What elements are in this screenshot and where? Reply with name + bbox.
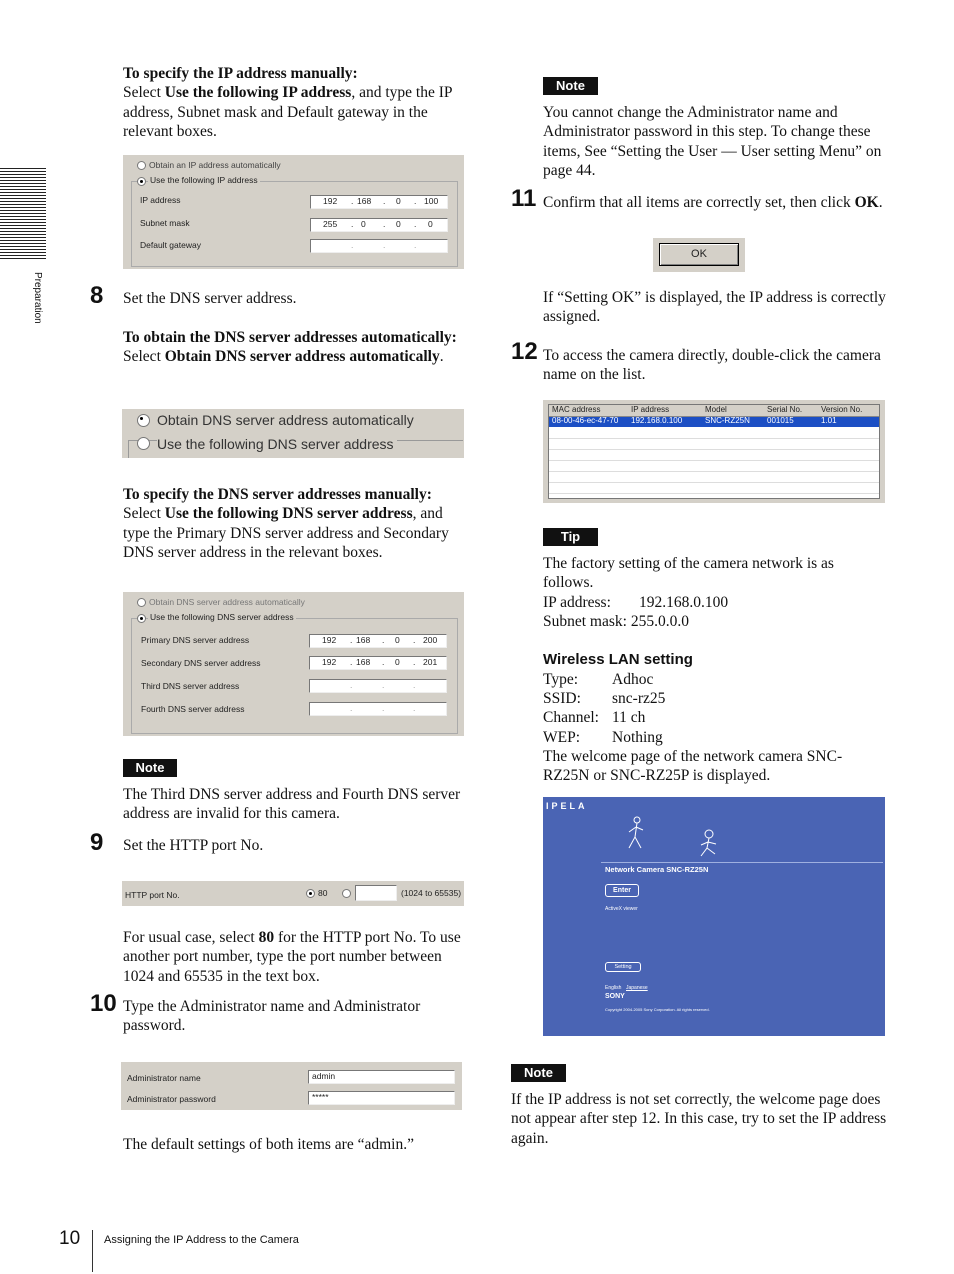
footer-title: Assigning the IP Address to the Camera: [104, 1234, 299, 1246]
note-text-right: You cannot change the Administrator name and Administrator password in this step. To change these items, See “Setting the User — User setting Menu” on page 44.: [543, 104, 882, 180]
tip-ip-value: 192.168.0.100: [639, 594, 729, 611]
dns-auto-text-c: .: [439, 348, 444, 366]
default-settings-text: The default settings of both items are “admin.”: [123, 1136, 414, 1153]
obtain-ip-auto-label: Obtain an IP address automatically: [149, 160, 281, 170]
http-port-80-label: 80: [318, 888, 328, 898]
setting-button[interactable]: Setting: [605, 962, 641, 972]
step-8-text: Set the DNS server address.: [123, 290, 297, 307]
step-10-number: 10: [90, 990, 117, 1017]
gateway-row-label: Default gateway: [140, 240, 201, 250]
primary-dns-input[interactable]: 192 . 168 . 0 . 200: [309, 634, 447, 648]
ip-address-input[interactable]: 192 . 168 . 0 . 100: [310, 195, 448, 209]
note-badge-right: Note: [543, 77, 598, 95]
side-tab-label: Preparation: [32, 272, 43, 324]
dns-manual-heading: To specify the DNS server addresses manually:: [123, 486, 432, 503]
admin-name-input[interactable]: admin: [308, 1070, 455, 1084]
subnet-mask-input[interactable]: 255 . 0 . 0 . 0: [310, 218, 448, 232]
figures-illustration: [623, 812, 723, 864]
dns-obtain-auto-label: Obtain DNS server address automatically: [149, 597, 305, 607]
header-serial[interactable]: Serial No.: [767, 405, 803, 414]
camera-list: [548, 404, 880, 499]
footer-divider: [92, 1230, 93, 1272]
manual-ip-section: [123, 64, 468, 142]
use-following-ip-label: Use the following IP address: [150, 175, 258, 185]
manual-ip-text-a: Select: [123, 84, 165, 102]
obtain-ip-auto-radio[interactable]: [137, 161, 146, 170]
wlan-type-value: Adhoc: [612, 671, 654, 688]
welcome-divider: [601, 862, 883, 863]
row-serial: 001015: [767, 416, 794, 425]
http-port-text: [123, 928, 468, 986]
http-text-a: For usual case, select: [123, 929, 259, 946]
sony-logo: SONY: [605, 993, 625, 1000]
header-ip[interactable]: IP address: [631, 405, 670, 414]
ip-row-label: IP address: [140, 195, 181, 205]
page-number: 10: [59, 1228, 81, 1249]
wlan-ssid-value: snc-rz25: [612, 690, 666, 707]
note-badge-bottom: Note: [511, 1064, 566, 1082]
admin-password-input[interactable]: *****: [308, 1091, 455, 1105]
fourth-dns-label: Fourth DNS server address: [141, 704, 245, 714]
admin-password-label: Administrator password: [127, 1094, 216, 1104]
ok-button-panel: [653, 238, 745, 272]
dns-manual-text-a: Select: [123, 505, 165, 523]
dns-auto-text-b: Obtain DNS server address automatically: [164, 348, 440, 366]
enter-button[interactable]: Enter: [605, 884, 639, 897]
note-badge: Note: [123, 759, 177, 777]
welcome-screen: [543, 797, 885, 1036]
http-port-range: (1024 to 65535): [401, 888, 462, 898]
wlan-heading: Wireless LAN setting: [543, 651, 693, 668]
manual-ip-text-c: , and type the IP address, Subnet mask and Default gateway in the relevant boxes.: [123, 84, 452, 141]
dns-manual-section: [123, 485, 468, 563]
ipela-logo: IPELA: [546, 801, 588, 811]
wlan-wep-key: WEP:: [543, 729, 581, 746]
dns-use-following-label: Use the following DNS server address: [150, 612, 294, 622]
http-port-80-radio[interactable]: [306, 889, 315, 898]
step-9-text: Set the HTTP port No.: [123, 837, 264, 854]
dns-manual-text-b: Use the following DNS server address: [164, 505, 413, 523]
dns-manual-radio-label: Use the following DNS server address: [157, 436, 397, 452]
table-row[interactable]: [549, 417, 879, 427]
http-port-custom-radio[interactable]: [342, 889, 351, 898]
setting-ok-text: If “Setting OK” is displayed, the IP address is correctly assigned.: [543, 289, 886, 326]
row-model: SNC-RZ25N: [705, 416, 750, 425]
secondary-dns-input[interactable]: 192 . 168 . 0 . 201: [309, 656, 447, 670]
dns-address-panel: [123, 592, 464, 736]
step-11-text-c: .: [878, 194, 883, 211]
step-12-text: To access the camera directly, double-click the camera name on the list.: [543, 347, 881, 384]
step-9-number: 9: [90, 829, 104, 856]
dns-manual-radio[interactable]: [137, 437, 150, 450]
primary-dns-label: Primary DNS server address: [141, 635, 250, 645]
ok-button[interactable]: OK: [659, 243, 739, 266]
dns-use-following-radio[interactable]: [137, 614, 146, 623]
lang-english[interactable]: English: [605, 985, 622, 991]
third-dns-input[interactable]: . . .: [309, 679, 447, 693]
welcome-title: Network Camera SNC-RZ25N: [605, 865, 709, 874]
http-port-input[interactable]: [355, 885, 397, 901]
lang-japanese[interactable]: Japanese: [626, 985, 648, 991]
step-10-text: Type the Administrator name and Administrator password.: [123, 998, 421, 1035]
tip-subnet: Subnet mask: 255.0.0.0: [543, 613, 689, 630]
tip-text: The factory setting of the camera network is as follows.: [543, 555, 834, 592]
tip-ip-label: IP address:: [543, 594, 611, 611]
http-port-label: HTTP port No.: [125, 890, 180, 900]
wlan-type-key: Type:: [543, 671, 579, 688]
subnet-row-label: Subnet mask: [140, 218, 190, 228]
wlan-ssid-key: SSID:: [543, 690, 581, 707]
step-11-text-a: Confirm that all items are correctly set, then click: [543, 194, 855, 211]
dns-auto-radio[interactable]: [137, 414, 150, 427]
dns-auto-radio-label: Obtain DNS server address automatically: [157, 412, 414, 428]
dns-auto-panel: [122, 409, 464, 458]
http-text-c: for the HTTP port No. To use another port number, type the port number between 1024 and 65535 in the text box.: [123, 929, 461, 985]
dns-auto-heading: To obtain the DNS server addresses automatically:: [123, 329, 457, 346]
manual-ip-text-b: Use the following IP address: [164, 84, 352, 102]
fourth-dns-input[interactable]: . . .: [309, 702, 447, 716]
http-text-b: 80: [258, 929, 275, 946]
wlan-channel-value: 11 ch: [612, 709, 646, 726]
admin-name-label: Administrator name: [127, 1073, 201, 1083]
dns-obtain-auto-radio[interactable]: [137, 598, 146, 607]
note-text: The Third DNS server address and Fourth DNS server address are invalid for this camera.: [123, 786, 461, 823]
dns-auto-text-a: Select: [123, 348, 165, 366]
welcome-text: The welcome page of the network camera SNC-RZ25N or SNC-RZ25P is displayed.: [543, 748, 843, 785]
dns-manual-text-c: , and type the Primary DNS server address and Secondary DNS server address in the relevant boxes.: [123, 505, 449, 562]
header-model[interactable]: Model: [705, 405, 727, 414]
step-11-text-b: OK: [854, 194, 879, 211]
manual-ip-heading: To specify the IP address manually:: [123, 65, 358, 82]
secondary-dns-label: Secondary DNS server address: [141, 658, 261, 668]
admin-panel: [121, 1062, 462, 1110]
third-dns-label: Third DNS server address: [141, 681, 240, 691]
http-port-panel: [122, 881, 464, 906]
wlan-channel-key: Channel:: [543, 709, 599, 726]
dns-auto-section: [123, 328, 468, 367]
activex-label: ActiveX viewer: [605, 906, 638, 912]
wlan-wep-value: Nothing: [612, 729, 663, 746]
step-11-number: 11: [511, 185, 537, 212]
note-text-bottom: If the IP address is not set correctly, the welcome page does not appear after step 12. In this case, try to set the IP address again.: [511, 1091, 887, 1147]
tip-badge: Tip: [543, 528, 598, 546]
side-tab-stripes: [0, 168, 46, 260]
step-12-number: 12: [511, 338, 538, 365]
default-gateway-input[interactable]: . . .: [310, 239, 448, 253]
use-following-ip-radio[interactable]: [137, 177, 146, 186]
header-version[interactable]: Version No.: [821, 405, 863, 414]
row-ip: 192.168.0.100: [631, 416, 683, 425]
camera-list-panel: [543, 400, 885, 503]
header-mac[interactable]: MAC address: [552, 405, 601, 414]
step-11-text: [543, 193, 888, 212]
ip-address-panel: [123, 155, 464, 269]
row-version: 1.01: [821, 416, 837, 425]
row-mac: 08-00-46-ec-47-70: [552, 416, 619, 425]
welcome-copyright: Copyright 2004-2005 Sony Corporation. All rights reserved.: [605, 1007, 710, 1012]
step-8-number: 8: [90, 282, 104, 309]
